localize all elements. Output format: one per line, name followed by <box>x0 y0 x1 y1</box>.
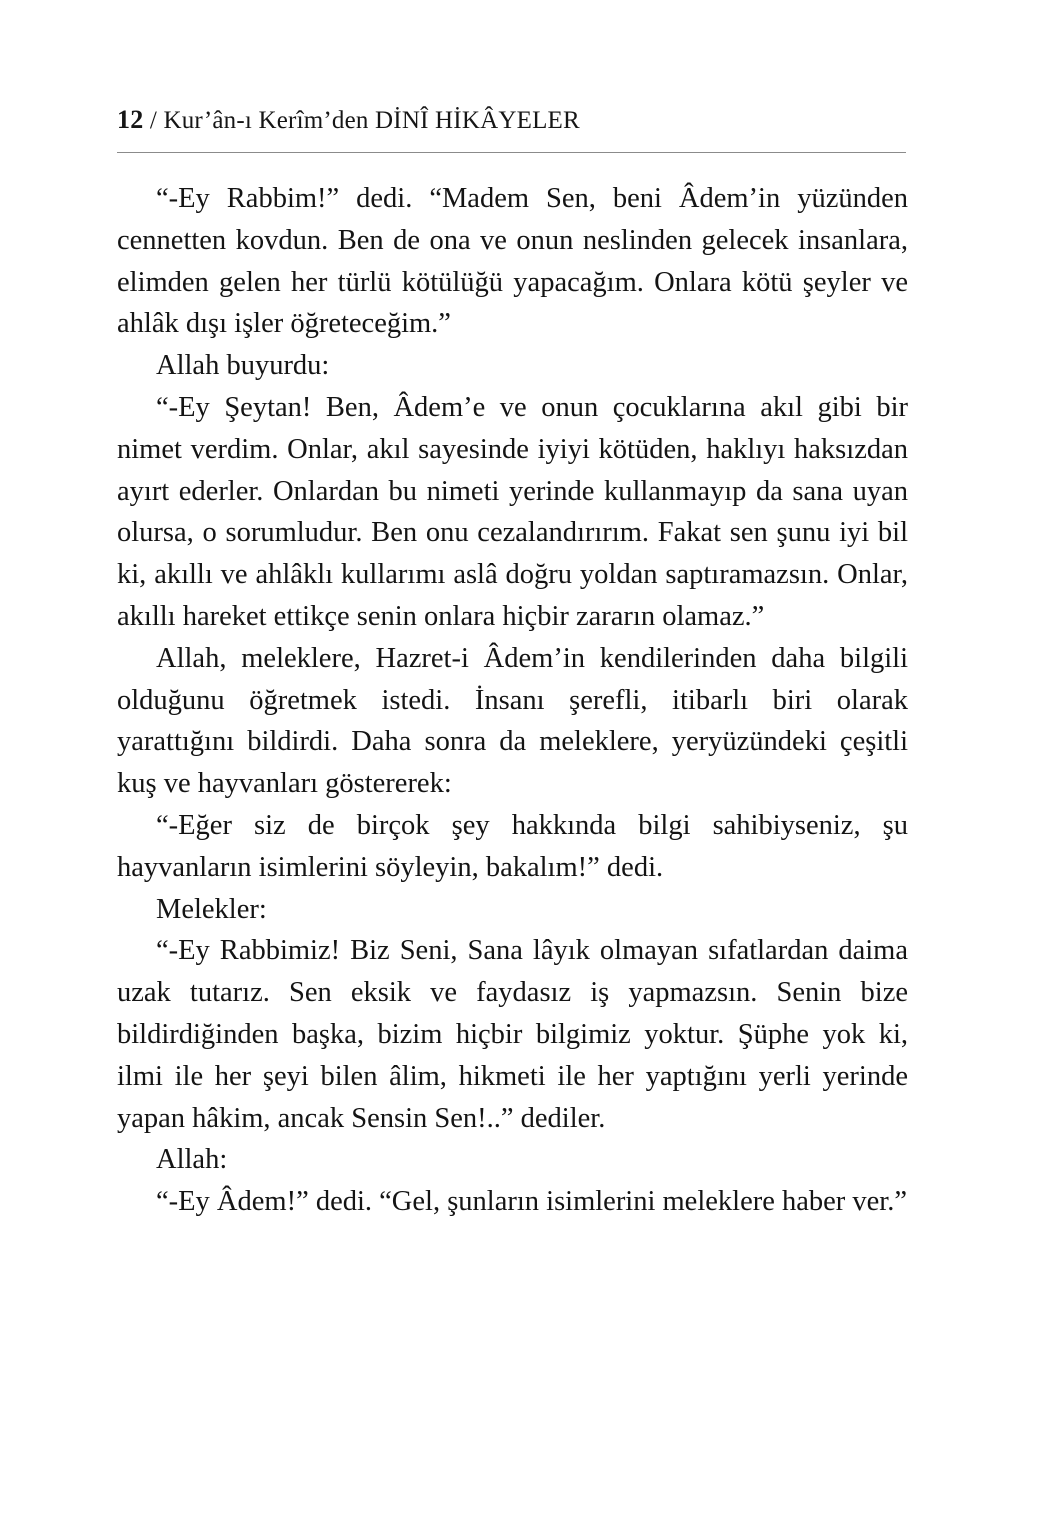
paragraph: “-Ey Rabbimiz! Biz Seni, Sana lâyık olmayan sıfatlardan daima uzak tutarız. Sen eksik ve faydasız iş yapmazsın. Senin bize bildirdiğinden başka, bizim hiçbir bilgimiz yoktur. Şüphe yok ki, ilmi ile her şeyi bilen âlim, hikmeti ile her yaptığını yerli yerinde yapan hâkim, ancak Sensin Sen!..” dediler. <box>117 935 908 1134</box>
book-title: Kur’ân-ı Kerîm’den DİNÎ HİKÂYELER <box>163 107 580 134</box>
paragraph: “-Eğer siz de birçok şey hakkında bilgi sahibiyseniz, şu hayvanların isimlerini söyleyin, bakalım!” dedi. <box>117 809 908 883</box>
page-number: 12 <box>117 105 144 134</box>
paragraph: Allah buyurdu: <box>156 350 330 382</box>
body-text-column <box>117 178 908 1223</box>
running-header <box>117 104 907 150</box>
paragraph: Allah, meleklere, Hazret-i Âdem’in kendilerinden daha bilgili olduğunu öğretmek istedi. İnsanı şerefli, itibarlı biri olarak yarattığını bildirdi. Daha sonra da meleklere, yeryüzündeki çeşitli kuş ve hayvanları göstererek: <box>117 642 908 800</box>
header-divider <box>117 152 906 153</box>
paragraph: “-Ey Şeytan! Ben, Âdem’e ve onun çocuklarına akıl gibi bir nimet verdim. Onlar, akıl sayesinde iyiyi kötüden, haklıyı haksızdan ayırt ederler. Onlardan bu nimeti yerinde kullanmayıp da sana uyan olursa, o sorumludur. Ben onu cezalandırırım. Fakat sen şunu iyi bil ki, akıllı ve ahlâklı kullarımı aslâ doğru yoldan saptıramazsın. Onlar, akıllı hareket ettikçe senin onlara hiçbir zararın olamaz.” <box>117 391 908 632</box>
header-separator: / <box>143 107 164 134</box>
paragraph: Allah: <box>156 1144 228 1176</box>
paragraph: Melekler: <box>156 893 267 925</box>
paragraph: “-Ey Rabbim!” dedi. “Madem Sen, beni Âdem’in yüzünden cennetten kovdun. Ben de ona ve onun neslinden gelecek insanlara, elimden gelen her türlü kötülüğü yapacağım. Onlara kötü şeyler ve ahlâk dışı işler öğreteceğim.” <box>117 183 908 340</box>
paragraph: “-Ey Âdem!” dedi. “Gel, şunların isimlerini meleklere haber ver.” <box>156 1186 907 1218</box>
header-line <box>117 104 907 137</box>
